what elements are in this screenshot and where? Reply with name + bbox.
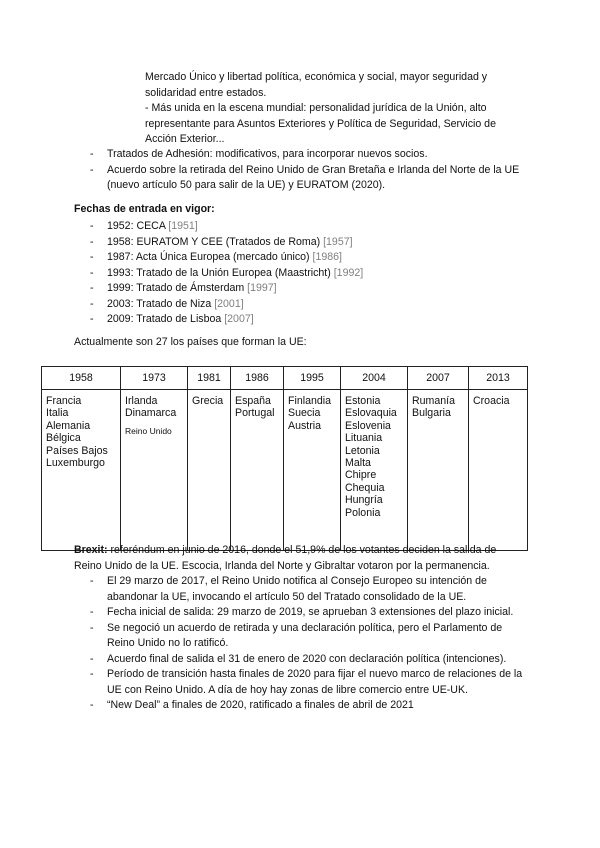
- table-row: [42, 390, 528, 551]
- intro-line: representante para Asuntos Exteriores y Política de Seguridad, Servicio de: [145, 117, 496, 130]
- countries-cell: Rumanía Bulgaria: [408, 390, 469, 551]
- list-item: - 1958: EURATOM Y CEE (Tratados de Roma) [1957]: [90, 235, 510, 251]
- table-header-row: [42, 367, 528, 390]
- countries-cell: Irlanda Dinamarca Reino Unido: [121, 390, 188, 551]
- list-item: - 1952: CECA [1951]: [90, 219, 510, 235]
- year-header: 2013: [469, 367, 528, 390]
- list-item: - “New Deal” a finales de 2020, ratificado a finales de abril de 2021: [90, 698, 530, 714]
- dates-heading: Fechas de entrada en vigor:: [74, 203, 215, 215]
- dates-list: [90, 219, 510, 328]
- countries-cell: Francia Italia Alemania Bélgica Países Bajos Luxemburgo: [42, 390, 121, 551]
- list-item: - 1993: Tratado de la Unión Europea (Maastricht) [1992]: [90, 266, 510, 282]
- countries-cell: España Portugal: [231, 390, 284, 551]
- intro-line: Mercado Único y libertad política, económica y social, mayor seguridad y: [145, 71, 488, 83]
- list-item: - El 29 marzo de 2017, el Reino Unido notifica al Consejo Europeo su intención de abandonar la UE, invocando el artículo 50 del Tratado consolidado de la UE.: [90, 574, 530, 605]
- year-header: 2004: [341, 367, 408, 390]
- list-item: - 1987: Acta Única Europea (mercado único) [1986]: [90, 250, 510, 266]
- accession-table: [41, 366, 528, 551]
- list-item: - Acuerdo sobre la retirada del Reino Unido de Gran Bretaña e Irlanda del Norte de la UE (nuevo artículo 50 para salir de la UE) y EURATOM (2020).: [90, 163, 530, 194]
- year-header: 1986: [231, 367, 284, 390]
- list-item: - 2009: Tratado de Lisboa [2007]: [90, 312, 510, 328]
- intro-line: - Más unida en la escena mundial: personalidad jurídica de la Unión, alto: [145, 102, 487, 114]
- list-item: - Fecha inicial de salida: 29 marzo de 2019, se aprueban 3 extensiones del plazo inicial.: [90, 605, 530, 621]
- member-count-sentence: Actualmente son 27 los países que forman la UE:: [74, 336, 307, 348]
- year-header: 1973: [121, 367, 188, 390]
- uk-note: Reino Unido: [125, 425, 172, 436]
- brexit-text: referéndum en junio de 2016, donde el 51,9% de los votantes deciden la salida de Reino Unido de la UE. Escocia, Irlanda del Norte y Gibraltar votaron por la permanencia.: [74, 544, 497, 572]
- countries-cell: Estonia Eslovaquia Eslovenia Lituania Letonia Malta Chipre Chequia Hungría Polonia: [341, 390, 408, 551]
- brexit-label: Brexit:: [74, 544, 108, 556]
- countries-cell: Finlandia Suecia Austria: [284, 390, 341, 551]
- list-item: - Tratados de Adhesión: modificativos, para incorporar nuevos socios.: [90, 147, 530, 163]
- brexit-list: [90, 574, 530, 714]
- treaty-list: [90, 147, 530, 194]
- list-item: - 2003: Tratado de Niza [2001]: [90, 297, 510, 313]
- list-item: - Período de transición hasta finales de 2020 para fijar el nuevo marco de relaciones de la UE con Reino Unido. A día de hoy hay zonas de libre comercio entre UE-UK.: [90, 667, 530, 698]
- countries-cell: Grecia: [188, 390, 231, 551]
- year-header: 1981: [188, 367, 231, 390]
- list-item: - 1999: Tratado de Ámsterdam [1997]: [90, 281, 510, 297]
- intro-line: solidaridad entre estados.: [145, 86, 267, 99]
- countries-cell: Croacia: [469, 390, 528, 551]
- year-header: 2007: [408, 367, 469, 390]
- list-item: - Acuerdo final de salida el 31 de enero de 2020 con declaración política (intenciones).: [90, 652, 530, 668]
- list-item: - Se negoció un acuerdo de retirada y una declaración política, pero el Parlamento de Reino Unido no lo ratificó.: [90, 621, 530, 652]
- intro-line: Acción Exterior...: [145, 133, 225, 145]
- year-header: 1958: [42, 367, 121, 390]
- year-header: 1995: [284, 367, 341, 390]
- brexit-paragraph: [74, 543, 524, 574]
- intro-text: [145, 70, 530, 148]
